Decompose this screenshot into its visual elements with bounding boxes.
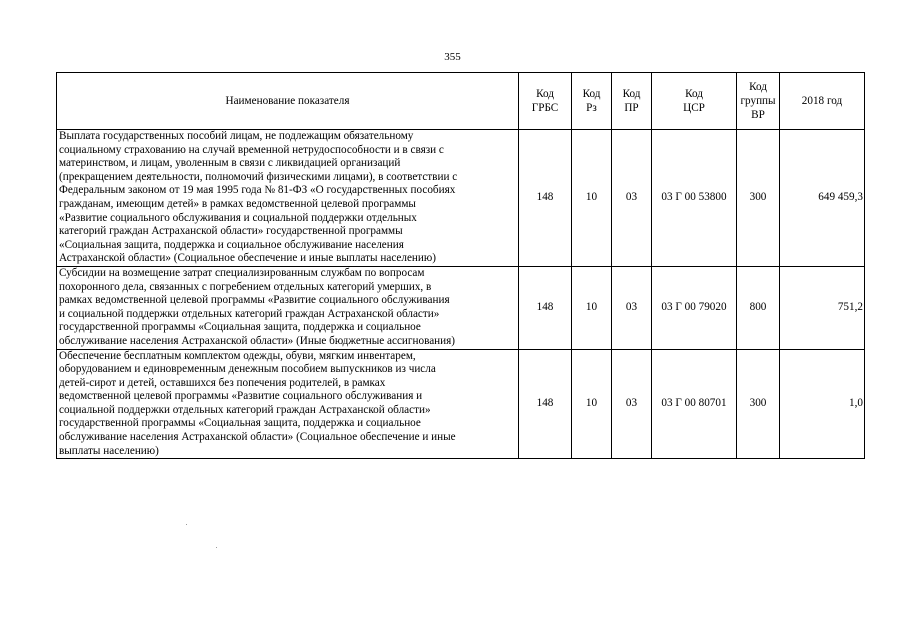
page-number: 355 bbox=[444, 51, 461, 63]
header-name bbox=[57, 73, 519, 130]
row-vr-cell: 300 bbox=[737, 349, 780, 459]
row-grbs-cell: 148 bbox=[519, 349, 572, 459]
row-pr-cell: 03 bbox=[612, 349, 652, 459]
header-name-label: Наименование показателя bbox=[225, 95, 350, 107]
budget-table bbox=[56, 72, 865, 459]
header-year-label: 2018 год bbox=[801, 95, 843, 107]
row-rz-cell: 10 bbox=[572, 266, 612, 349]
row-pr-cell: 03 bbox=[612, 266, 652, 349]
header-csr-label: Код ЦСР bbox=[683, 88, 705, 114]
row-grbs-cell: 148 bbox=[519, 130, 572, 267]
row-grbs-cell: 148 bbox=[519, 266, 572, 349]
header-rz bbox=[572, 73, 612, 130]
row-vr-cell: 300 bbox=[737, 130, 780, 267]
row-name-cell: Выплата государственных пособий лицам, не подлежащим обязательному социальному страхованию на случай временной нетрудоспособности и в связи с материнством, и лицам, уволенным в связи с ликвидацией организаций (прекращением деятельности, полномочий физическими лицами), в соответствии с Федеральным законом от 19 мая 1995 года № 81-ФЗ «О государственных пособиях гражданам, имеющим детей» в рамках ведомственной целевой программы «Развитие социального обслуживания и социальной поддержки отдельных категорий граждан Астраханской области» государственной программы «Социальная защита, поддержка и социальное обслуживание населения Астраханской области» (Социальное обеспечение и иные выплаты населению) bbox=[57, 130, 519, 267]
header-vr bbox=[737, 73, 780, 130]
header-rz-label: Код Рз bbox=[582, 88, 601, 114]
header-csr bbox=[652, 73, 737, 130]
header-pr-label: Код ПР bbox=[622, 88, 641, 114]
row-name-cell: Обеспечение бесплатным комплектом одежды, обуви, мягким инвентарем, оборудованием и единовременным денежным пособием выпускников из числа детей-сирот и детей, оставшихся без попечения родителей, в рамках ведомственной целевой программы «Развитие социального обслуживания и социальной поддержки отдельных категорий граждан Астраханской области» государственной программы «Социальная защита, поддержка и социальное обслуживание населения Астраханской области» (Социальное обеспечение и иные выплаты населению) bbox=[57, 349, 519, 459]
table-row bbox=[57, 266, 865, 349]
row-rz-cell: 10 bbox=[572, 349, 612, 459]
row-name-cell: Субсидии на возмещение затрат специализированным службам по вопросам похоронного дела, связанных с погребением отдельных категорий умерших, в рамках ведомственной целевой программы «Развитие социального обслуживания и социальной поддержки отдельных категорий граждан Астраханской области» государственной программы «Социальная защита, поддержка и социальное обслуживание населения Астраханской области» (Иные бюджетные ассигнования) bbox=[57, 266, 519, 349]
table-row bbox=[57, 349, 865, 459]
row-csr-cell: 03 Г 00 79020 bbox=[652, 266, 737, 349]
row-csr-cell: 03 Г 00 80701 bbox=[652, 349, 737, 459]
scan-speck bbox=[216, 547, 217, 548]
table-row bbox=[57, 130, 865, 267]
row-amount-cell: 1,0 bbox=[780, 349, 865, 459]
scan-speck bbox=[186, 524, 187, 525]
row-amount-cell: 751,2 bbox=[780, 266, 865, 349]
row-amount-cell: 649 459,3 bbox=[780, 130, 865, 267]
row-pr-cell: 03 bbox=[612, 130, 652, 267]
row-csr-cell: 03 Г 00 53800 bbox=[652, 130, 737, 267]
row-rz-cell: 10 bbox=[572, 130, 612, 267]
header-grbs bbox=[519, 73, 572, 130]
header-grbs-label: Код ГРБС bbox=[531, 88, 559, 114]
header-row bbox=[57, 73, 865, 130]
row-vr-cell: 800 bbox=[737, 266, 780, 349]
header-vr-label: Код группы ВР bbox=[740, 81, 776, 121]
header-year bbox=[780, 73, 865, 130]
header-pr bbox=[612, 73, 652, 130]
